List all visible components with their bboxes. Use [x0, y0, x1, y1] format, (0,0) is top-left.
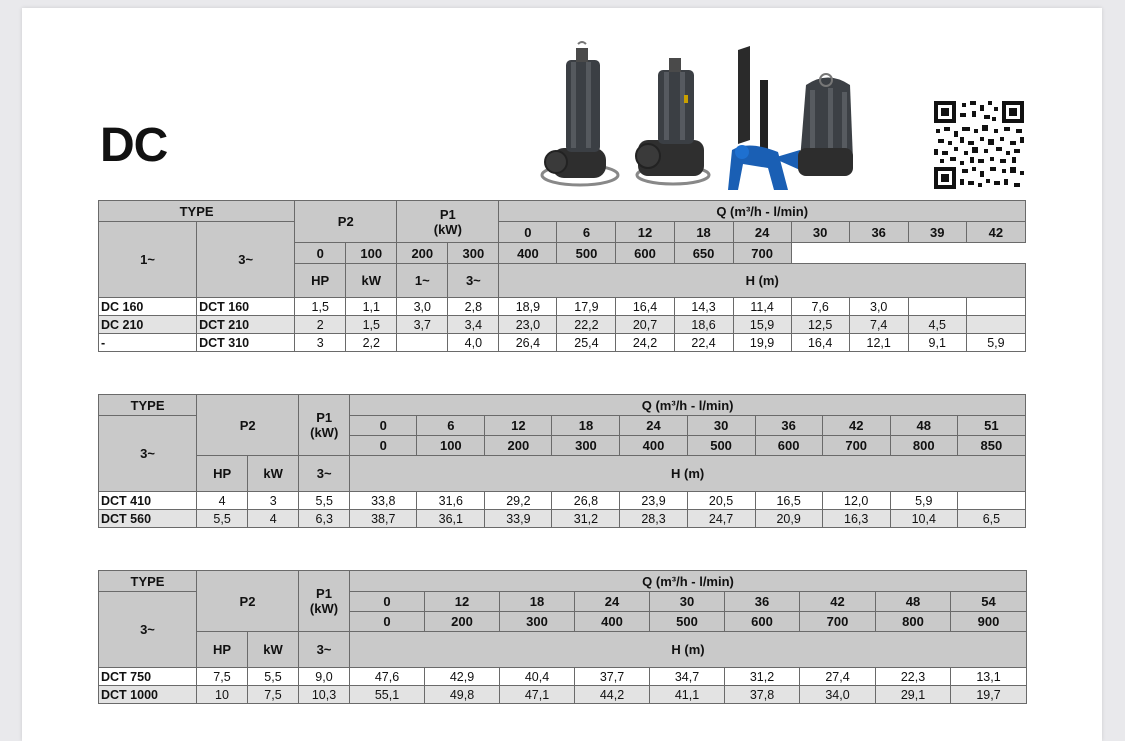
head-value: 14,3: [674, 298, 733, 316]
p2-header: P2: [197, 395, 299, 456]
p1-three-value: 3,4: [448, 316, 499, 334]
hp-value: 10: [197, 686, 248, 704]
flow-header: Q (m³/h - l/min): [499, 201, 1026, 222]
head-value: 26,8: [552, 492, 620, 510]
kw-header: kW: [346, 264, 397, 298]
head-value: 19,7: [951, 686, 1027, 704]
flow-m3h: 36: [725, 592, 800, 612]
flow-lmin: 400: [620, 436, 687, 456]
type-header: TYPE: [99, 201, 295, 222]
head-value: 29,1: [876, 686, 951, 704]
hp-value: 7,5: [197, 668, 248, 686]
model-single-phase: -: [99, 334, 197, 352]
head-value: 18,6: [674, 316, 733, 334]
head-value: 34,0: [800, 686, 876, 704]
head-value: 16,3: [822, 510, 890, 528]
head-value: 34,7: [650, 668, 725, 686]
table-row: [99, 298, 1026, 316]
head-value: 24,2: [616, 334, 674, 352]
hp-header: HP: [197, 456, 248, 492]
p1-single-value: 3,7: [397, 316, 448, 334]
kw-header: kW: [248, 456, 299, 492]
model-single-phase: DC 160: [99, 298, 197, 316]
head-value: 42,9: [425, 668, 500, 686]
flow-m3h: 0: [350, 416, 417, 436]
head-value: 31,2: [552, 510, 620, 528]
head-value: 15,9: [733, 316, 791, 334]
head-value: 31,6: [417, 492, 485, 510]
flow-m3h: 18: [674, 222, 733, 243]
head-value: 18,9: [499, 298, 557, 316]
head-value: 17,9: [557, 298, 616, 316]
table-row: [99, 492, 1026, 510]
head-value: 5,9: [890, 492, 957, 510]
p2-header: P2: [295, 201, 397, 243]
head-value: 22,2: [557, 316, 616, 334]
flow-m3h: 54: [951, 592, 1027, 612]
p2-header: P2: [197, 571, 299, 632]
head-value: 16,4: [791, 334, 849, 352]
p1-three-value: 5,5: [299, 492, 350, 510]
flow-m3h: 42: [966, 222, 1025, 243]
p1-single-phase-header: 1~: [397, 264, 448, 298]
model-single-phase: DC 210: [99, 316, 197, 334]
hp-value: 1,5: [295, 298, 346, 316]
type-header: TYPE: [99, 571, 197, 592]
page-title: DC: [100, 119, 168, 172]
head-value: 5,9: [966, 334, 1025, 352]
flow-lmin: 0: [350, 436, 417, 456]
head-value: 47,6: [350, 668, 425, 686]
flow-m3h: 42: [800, 592, 876, 612]
head-value: 55,1: [350, 686, 425, 704]
kw-value: 3: [248, 492, 299, 510]
three-phase-header: 3~: [99, 592, 197, 668]
flow-header: Q (m³/h - l/min): [350, 395, 1026, 416]
head-value: 7,6: [791, 298, 849, 316]
flow-m3h: 6: [557, 222, 616, 243]
head-value: 22,3: [876, 668, 951, 686]
head-value: 23,9: [620, 492, 687, 510]
type-header: TYPE: [99, 395, 197, 416]
p1-single-value: [397, 334, 448, 352]
performance-table-dct-410-560: [98, 394, 1026, 528]
model-three-phase: DCT 1000: [99, 686, 197, 704]
head-value: 33,8: [350, 492, 417, 510]
p1-three-value: 4,0: [448, 334, 499, 352]
p1-header: P1 (kW): [397, 201, 499, 243]
head-value: [966, 316, 1025, 334]
kw-value: 7,5: [248, 686, 299, 704]
flow-lmin: 100: [346, 243, 397, 264]
head-value: 12,5: [791, 316, 849, 334]
head-value: 6,5: [957, 510, 1025, 528]
hp-header: HP: [295, 264, 346, 298]
flow-lmin: 700: [800, 612, 876, 632]
p1-three-phase-header: 3~: [299, 632, 350, 668]
flow-m3h: 12: [616, 222, 674, 243]
performance-table-dct-750-1000: [98, 570, 1027, 704]
p1-three-phase-header: 3~: [448, 264, 499, 298]
flow-m3h: 6: [417, 416, 485, 436]
flow-m3h: 0: [350, 592, 425, 612]
head-value: 20,9: [755, 510, 822, 528]
flow-lmin: 850: [957, 436, 1025, 456]
table-row: [99, 686, 1027, 704]
table-row: [99, 316, 1026, 334]
flow-lmin: 400: [499, 243, 557, 264]
flow-lmin: 200: [425, 612, 500, 632]
head-value: 12,0: [822, 492, 890, 510]
flow-lmin: 300: [552, 436, 620, 456]
three-phase-header: 3~: [197, 222, 295, 298]
performance-table-dc: [98, 200, 1026, 352]
head-value: 27,4: [800, 668, 876, 686]
flow-m3h: 12: [485, 416, 552, 436]
head-value: 19,9: [733, 334, 791, 352]
hp-value: 5,5: [197, 510, 248, 528]
p1-three-value: 10,3: [299, 686, 350, 704]
flow-lmin: 400: [575, 612, 650, 632]
head-value: 12,1: [849, 334, 908, 352]
flow-m3h: 30: [687, 416, 755, 436]
flow-m3h: 42: [822, 416, 890, 436]
head-value: 26,4: [499, 334, 557, 352]
flow-m3h: 36: [755, 416, 822, 436]
flow-m3h: 36: [849, 222, 908, 243]
head-value: 44,2: [575, 686, 650, 704]
head-value: 49,8: [425, 686, 500, 704]
flow-m3h: 24: [575, 592, 650, 612]
head-value: 4,5: [908, 316, 966, 334]
kw-value: 5,5: [248, 668, 299, 686]
head-value: 25,4: [557, 334, 616, 352]
pump-3-image: [728, 46, 800, 190]
head-value: 11,4: [733, 298, 791, 316]
p1-single-value: 3,0: [397, 298, 448, 316]
head-value: 20,5: [687, 492, 755, 510]
head-value: 16,5: [755, 492, 822, 510]
pump-1-image: [542, 42, 618, 185]
model-three-phase: DCT 160: [197, 298, 295, 316]
pump-2-image: [636, 58, 709, 184]
head-value: 41,1: [650, 686, 725, 704]
head-value: 38,7: [350, 510, 417, 528]
kw-value: 1,5: [346, 316, 397, 334]
flow-lmin: 200: [485, 436, 552, 456]
flow-lmin: 600: [616, 243, 674, 264]
qr-code-icon[interactable]: [934, 101, 1024, 189]
head-value: 37,7: [575, 668, 650, 686]
head-value: 3,0: [849, 298, 908, 316]
kw-value: 1,1: [346, 298, 397, 316]
flow-m3h: 48: [890, 416, 957, 436]
model-three-phase: DCT 560: [99, 510, 197, 528]
flow-lmin: 0: [295, 243, 346, 264]
flow-lmin: 800: [890, 436, 957, 456]
pump-4-image: [798, 74, 853, 176]
head-value: 22,4: [674, 334, 733, 352]
flow-lmin: 900: [951, 612, 1027, 632]
head-value: 10,4: [890, 510, 957, 528]
flow-m3h: 18: [552, 416, 620, 436]
head-value: 13,1: [951, 668, 1027, 686]
submersible-pump-photos: [538, 40, 863, 195]
flow-m3h: 18: [500, 592, 575, 612]
flow-lmin: 200: [397, 243, 448, 264]
head-header: H (m): [499, 264, 1026, 298]
flow-header: Q (m³/h - l/min): [350, 571, 1027, 592]
head-value: 24,7: [687, 510, 755, 528]
flow-m3h: 39: [908, 222, 966, 243]
flow-lmin: 300: [500, 612, 575, 632]
head-value: 23,0: [499, 316, 557, 334]
head-header: H (m): [350, 632, 1027, 668]
flow-m3h: 24: [620, 416, 687, 436]
hp-value: 4: [197, 492, 248, 510]
flow-lmin: 500: [650, 612, 725, 632]
flow-m3h: 12: [425, 592, 500, 612]
head-value: 40,4: [500, 668, 575, 686]
table-row: [99, 668, 1027, 686]
hp-value: 3: [295, 334, 346, 352]
flow-lmin: 300: [448, 243, 499, 264]
kw-value: 4: [248, 510, 299, 528]
flow-lmin: 600: [755, 436, 822, 456]
model-three-phase: DCT 750: [99, 668, 197, 686]
model-three-phase: DCT 310: [197, 334, 295, 352]
kw-header: kW: [248, 632, 299, 668]
head-value: [908, 298, 966, 316]
head-value: 37,8: [725, 686, 800, 704]
flow-m3h: 51: [957, 416, 1025, 436]
hp-value: 2: [295, 316, 346, 334]
model-three-phase: DCT 410: [99, 492, 197, 510]
hp-header: HP: [197, 632, 248, 668]
flow-m3h: 24: [733, 222, 791, 243]
head-value: 28,3: [620, 510, 687, 528]
flow-lmin: 500: [557, 243, 616, 264]
p1-three-phase-header: 3~: [299, 456, 350, 492]
single-phase-header: 1~: [99, 222, 197, 298]
p1-header: P1 (kW): [299, 571, 350, 632]
three-phase-header: 3~: [99, 416, 197, 492]
head-value: 31,2: [725, 668, 800, 686]
flow-lmin: 650: [674, 243, 733, 264]
model-three-phase: DCT 210: [197, 316, 295, 334]
flow-lmin: 100: [417, 436, 485, 456]
flow-m3h: 48: [876, 592, 951, 612]
head-header: H (m): [350, 456, 1026, 492]
head-value: 33,9: [485, 510, 552, 528]
head-value: 29,2: [485, 492, 552, 510]
p1-three-value: 2,8: [448, 298, 499, 316]
head-value: [966, 298, 1025, 316]
head-value: 16,4: [616, 298, 674, 316]
flow-lmin: 700: [822, 436, 890, 456]
flow-lmin: 600: [725, 612, 800, 632]
flow-m3h: 30: [650, 592, 725, 612]
flow-lmin: 800: [876, 612, 951, 632]
p1-three-value: 6,3: [299, 510, 350, 528]
p1-three-value: 9,0: [299, 668, 350, 686]
flow-lmin: 500: [687, 436, 755, 456]
head-value: 36,1: [417, 510, 485, 528]
flow-m3h: 30: [791, 222, 849, 243]
head-value: [957, 492, 1025, 510]
flow-m3h: 0: [499, 222, 557, 243]
head-value: 9,1: [908, 334, 966, 352]
head-value: 47,1: [500, 686, 575, 704]
head-value: 20,7: [616, 316, 674, 334]
kw-value: 2,2: [346, 334, 397, 352]
flow-lmin: 700: [733, 243, 791, 264]
flow-lmin: 0: [350, 612, 425, 632]
table-row: [99, 510, 1026, 528]
p1-header: P1 (kW): [299, 395, 350, 456]
head-value: 7,4: [849, 316, 908, 334]
table-row: [99, 334, 1026, 352]
